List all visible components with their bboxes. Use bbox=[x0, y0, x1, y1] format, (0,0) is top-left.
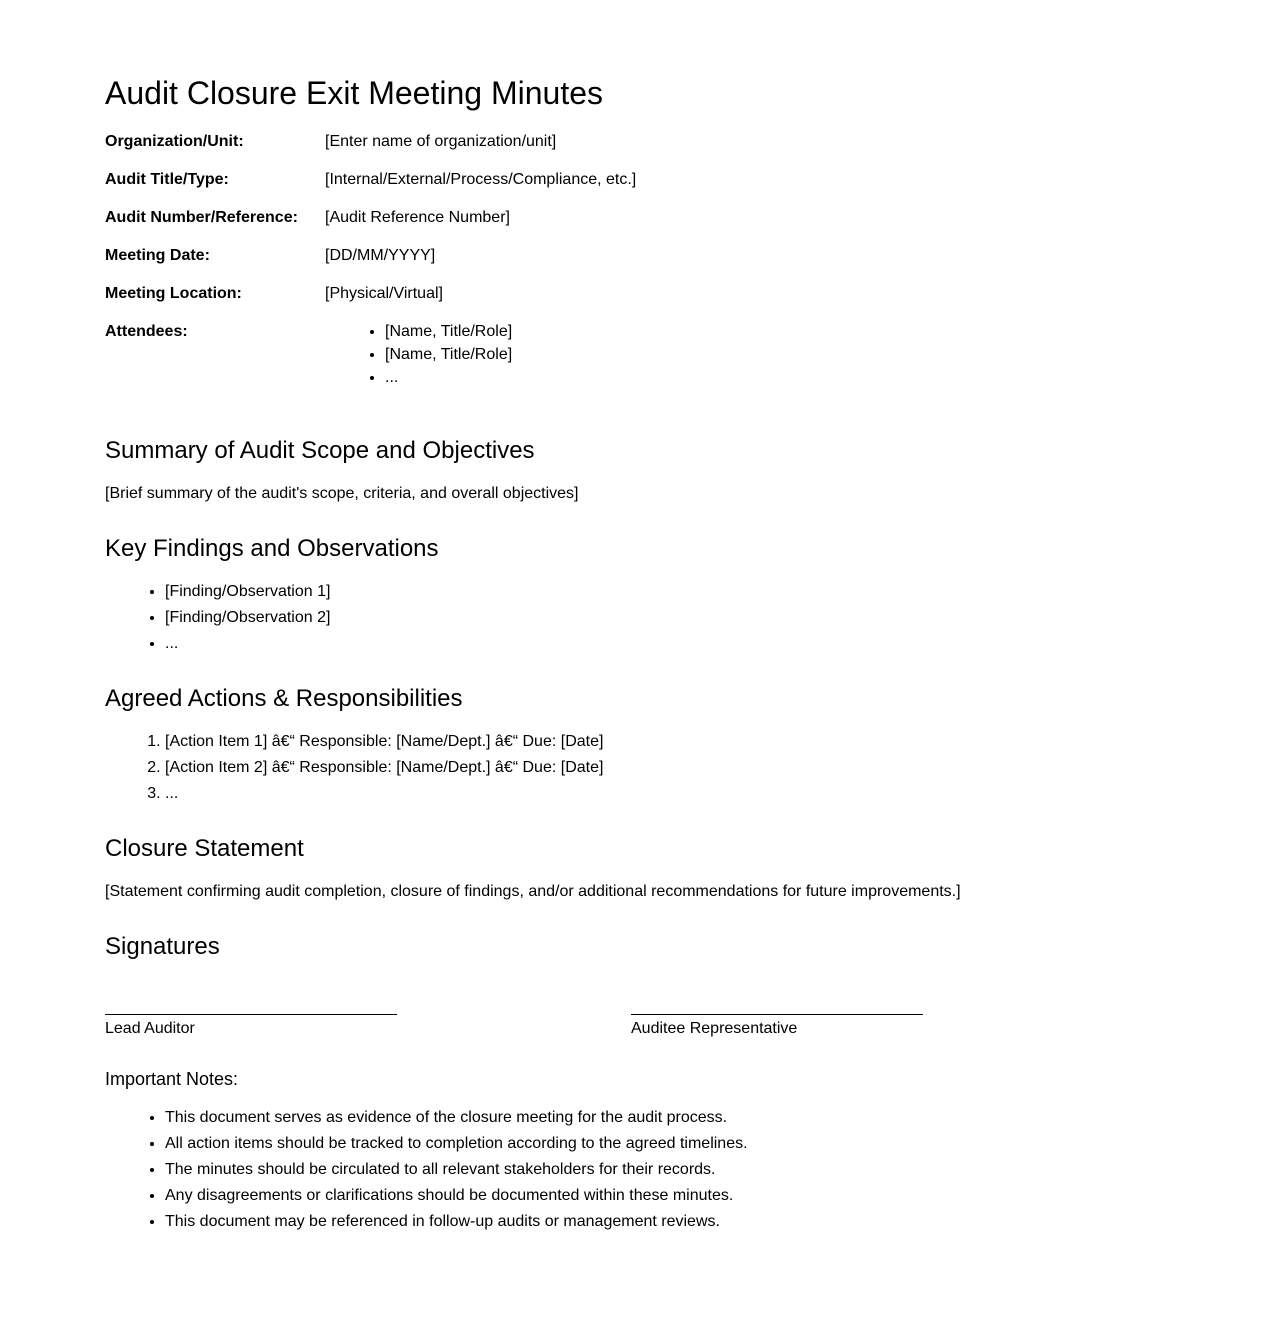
signatures-heading: Signatures bbox=[105, 933, 220, 960]
info-row-organization bbox=[105, 132, 636, 170]
meeting-date-label: Meeting Date: bbox=[105, 247, 210, 264]
attendees-list bbox=[325, 319, 512, 391]
meeting-location-label: Meeting Location: bbox=[105, 285, 242, 302]
organization-label: Organization/Unit: bbox=[105, 133, 244, 150]
attendee-item: • ... bbox=[385, 365, 512, 391]
summary-heading: Summary of Audit Scope and Objectives bbox=[105, 437, 535, 464]
info-row-audit-title bbox=[105, 170, 636, 208]
audit-number-value: [Audit Reference Number] bbox=[325, 209, 510, 226]
action-item: 2. [Action Item 2] â€“ Responsible: [Name/Dept.] â€“ Due: [Date] bbox=[165, 755, 603, 781]
audit-title-value: [Internal/External/Process/Compliance, etc.] bbox=[325, 171, 637, 188]
auditee-representative-label: Auditee Representative bbox=[631, 1020, 798, 1037]
findings-heading: Key Findings and Observations bbox=[105, 535, 439, 562]
actions-heading: Agreed Actions & Responsibilities bbox=[105, 685, 463, 712]
closure-heading: Closure Statement bbox=[105, 835, 304, 862]
closure-text: [Statement confirming audit completion, closure of findings, and/or additional recommendations for future improvements.] bbox=[105, 883, 961, 900]
notes-list bbox=[105, 1105, 748, 1235]
note-item: • This document serves as evidence of the closure meeting for the audit process. bbox=[165, 1105, 748, 1131]
signature-auditee bbox=[631, 1014, 923, 1039]
notes-heading: Important Notes: bbox=[105, 1069, 239, 1089]
summary-text: [Brief summary of the audit's scope, criteria, and overall objectives] bbox=[105, 485, 579, 502]
audit-number-label: Audit Number/Reference: bbox=[105, 209, 298, 226]
meeting-date-value: [DD/MM/YYYY] bbox=[325, 247, 436, 264]
actions-list bbox=[105, 729, 603, 807]
note-item: • All action items should be tracked to completion according to the agreed timelines. bbox=[165, 1131, 748, 1157]
attendees-value bbox=[325, 322, 512, 391]
info-row-meeting-location bbox=[105, 284, 636, 322]
info-row-meeting-date bbox=[105, 246, 636, 284]
action-item: 3. ... bbox=[165, 781, 603, 807]
signature-lead-auditor bbox=[105, 1014, 397, 1039]
info-row-audit-number bbox=[105, 208, 636, 246]
finding-item: • [Finding/Observation 2] bbox=[165, 605, 330, 631]
finding-item: • ... bbox=[165, 631, 330, 657]
attendee-item: • [Name, Title/Role] bbox=[385, 342, 512, 368]
organization-value: [Enter name of organization/unit] bbox=[325, 133, 557, 150]
info-row-attendees bbox=[105, 322, 636, 391]
signature-line bbox=[631, 1014, 923, 1015]
lead-auditor-label: Lead Auditor bbox=[105, 1020, 195, 1037]
note-item: • The minutes should be circulated to all relevant stakeholders for their records. bbox=[165, 1157, 748, 1183]
audit-title-label: Audit Title/Type: bbox=[105, 171, 229, 188]
attendees-label: Attendees: bbox=[105, 323, 188, 340]
note-item: • Any disagreements or clarifications should be documented within these minutes. bbox=[165, 1183, 748, 1209]
attendee-item: • [Name, Title/Role] bbox=[385, 319, 512, 345]
meeting-location-value: [Physical/Virtual] bbox=[325, 285, 443, 302]
findings-list bbox=[105, 579, 330, 657]
page-title: Audit Closure Exit Meeting Minutes bbox=[105, 75, 603, 111]
finding-item: • [Finding/Observation 1] bbox=[165, 579, 330, 605]
action-item: 1. [Action Item 1] â€“ Responsible: [Name/Dept.] â€“ Due: [Date] bbox=[165, 729, 603, 755]
meeting-info bbox=[105, 132, 636, 391]
note-item: • This document may be referenced in follow-up audits or management reviews. bbox=[165, 1209, 748, 1235]
signature-line bbox=[105, 1014, 397, 1015]
